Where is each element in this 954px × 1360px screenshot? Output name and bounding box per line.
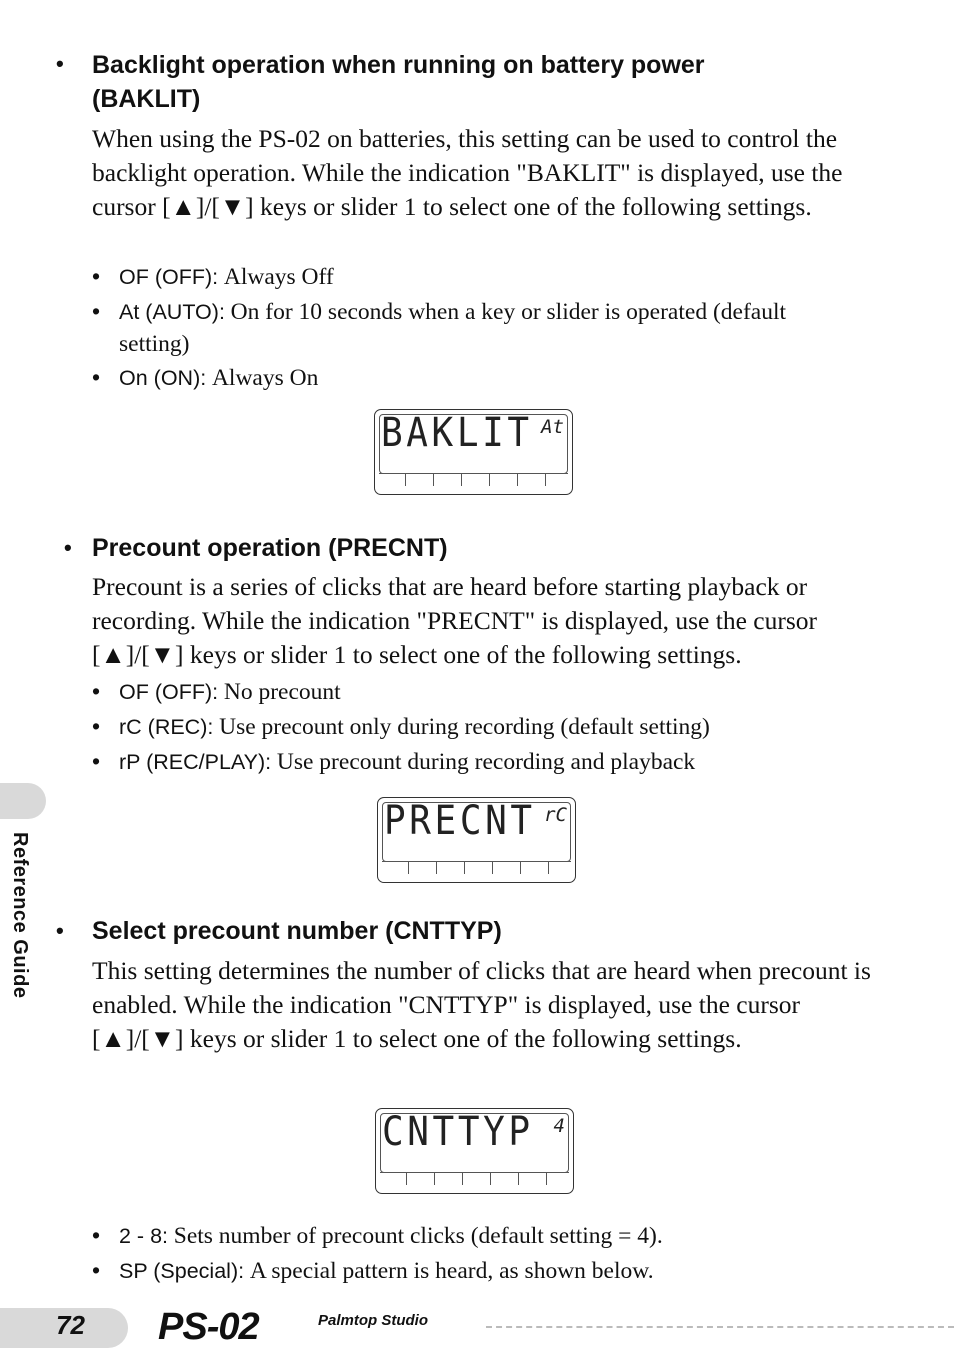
list-item: • SP (Special): A special pattern is heard, as shown below. (92, 1257, 654, 1284)
lcd-display (374, 409, 573, 495)
product-subtitle: Palmtop Studio (318, 1312, 428, 1329)
section-paragraph: When using the PS-02 on batteries, this setting can be used to control the backlight operation. While the indication "BAKLIT" is displayed, use the cursor [▲]/[▼] keys or slider 1 to select one of the following settings. (92, 124, 843, 221)
section-bullet: • (56, 51, 64, 76)
item-desc: No precount (223, 679, 341, 705)
item-desc: Always Off (223, 264, 334, 290)
item-key: rC (REC): (119, 715, 214, 739)
item-key: rP (REC/PLAY): (119, 750, 272, 774)
section-title (92, 48, 705, 116)
section-bullet: • (56, 918, 64, 943)
list-item: • rC (REC): Use precount only during recording (default setting) (92, 713, 710, 740)
lcd-display (377, 797, 576, 883)
item-key: OF (OFF): (119, 680, 219, 704)
section-title: Select precount number (CNTTYP) (92, 917, 502, 945)
item-desc: Always On (211, 365, 319, 391)
lcd-main-text: PRECNT (384, 798, 536, 844)
section-title-line: (BAKLIT) (92, 85, 201, 113)
list-item: • OF (OFF): Always Off (92, 263, 334, 290)
item-key: SP (Special): (119, 1259, 245, 1283)
product-logo: PS-02 (158, 1306, 259, 1348)
item-desc: Use precount during recording and playback (276, 749, 696, 775)
section-title: Precount operation (PRECNT) (92, 534, 448, 562)
section-bullet: • (64, 535, 72, 560)
lcd-ticks (379, 473, 568, 492)
item-key: OF (OFF): (119, 265, 219, 289)
list-item: • OF (OFF): No precount (92, 678, 341, 705)
lcd-main-text: BAKLIT (381, 410, 533, 456)
list-item: • 2 - 8: Sets number of precount clicks (default setting = 4). (92, 1222, 663, 1249)
list-item: • At (AUTO): On for 10 seconds when a key or slider is operated (default setting) (92, 295, 882, 359)
section-title-line: Backlight operation when running on battery power (92, 51, 705, 79)
lcd-value: At (541, 416, 564, 438)
item-desc: On for 10 seconds when a key or slider is operated (default (230, 299, 787, 325)
lcd-ticks (382, 861, 571, 880)
item-desc: Sets number of precount clicks (default setting = 4). (173, 1223, 663, 1249)
section-paragraph: This setting determines the number of clicks that are heard when precount is enabled. While the indication "CNTTYP" is displayed, use the cursor [▲]/[▼] keys or slider 1 to select one of the following settings. (92, 956, 871, 1053)
lcd-value: rC (544, 804, 567, 826)
item-key: On (ON): (119, 366, 207, 390)
footer-divider (486, 1326, 954, 1328)
item-desc: Use precount only during recording (default setting) (219, 714, 710, 740)
lcd-value: 4 (553, 1115, 565, 1137)
item-key: 2 - 8: (119, 1224, 168, 1248)
item-desc: A special pattern is heard, as shown below. (249, 1258, 654, 1284)
side-tab (0, 783, 46, 819)
lcd-display (375, 1108, 574, 1194)
item-desc-continued: setting) (119, 331, 190, 357)
list-item: • On (ON): Always On (92, 364, 319, 391)
lcd-main-text: CNTTYP (382, 1109, 534, 1155)
lcd-ticks (380, 1172, 569, 1191)
section-paragraph: Precount is a series of clicks that are heard before starting playback or recording. While the indication "PRECNT" is displayed, use the cursor [▲]/[▼] keys or slider 1 to select one of the following settings. (92, 572, 817, 669)
page-number: 72 (56, 1310, 85, 1340)
item-key: At (AUTO): (119, 300, 225, 324)
list-item: • rP (REC/PLAY): Use precount during recording and playback (92, 748, 696, 775)
side-label: Reference Guide (9, 832, 31, 999)
